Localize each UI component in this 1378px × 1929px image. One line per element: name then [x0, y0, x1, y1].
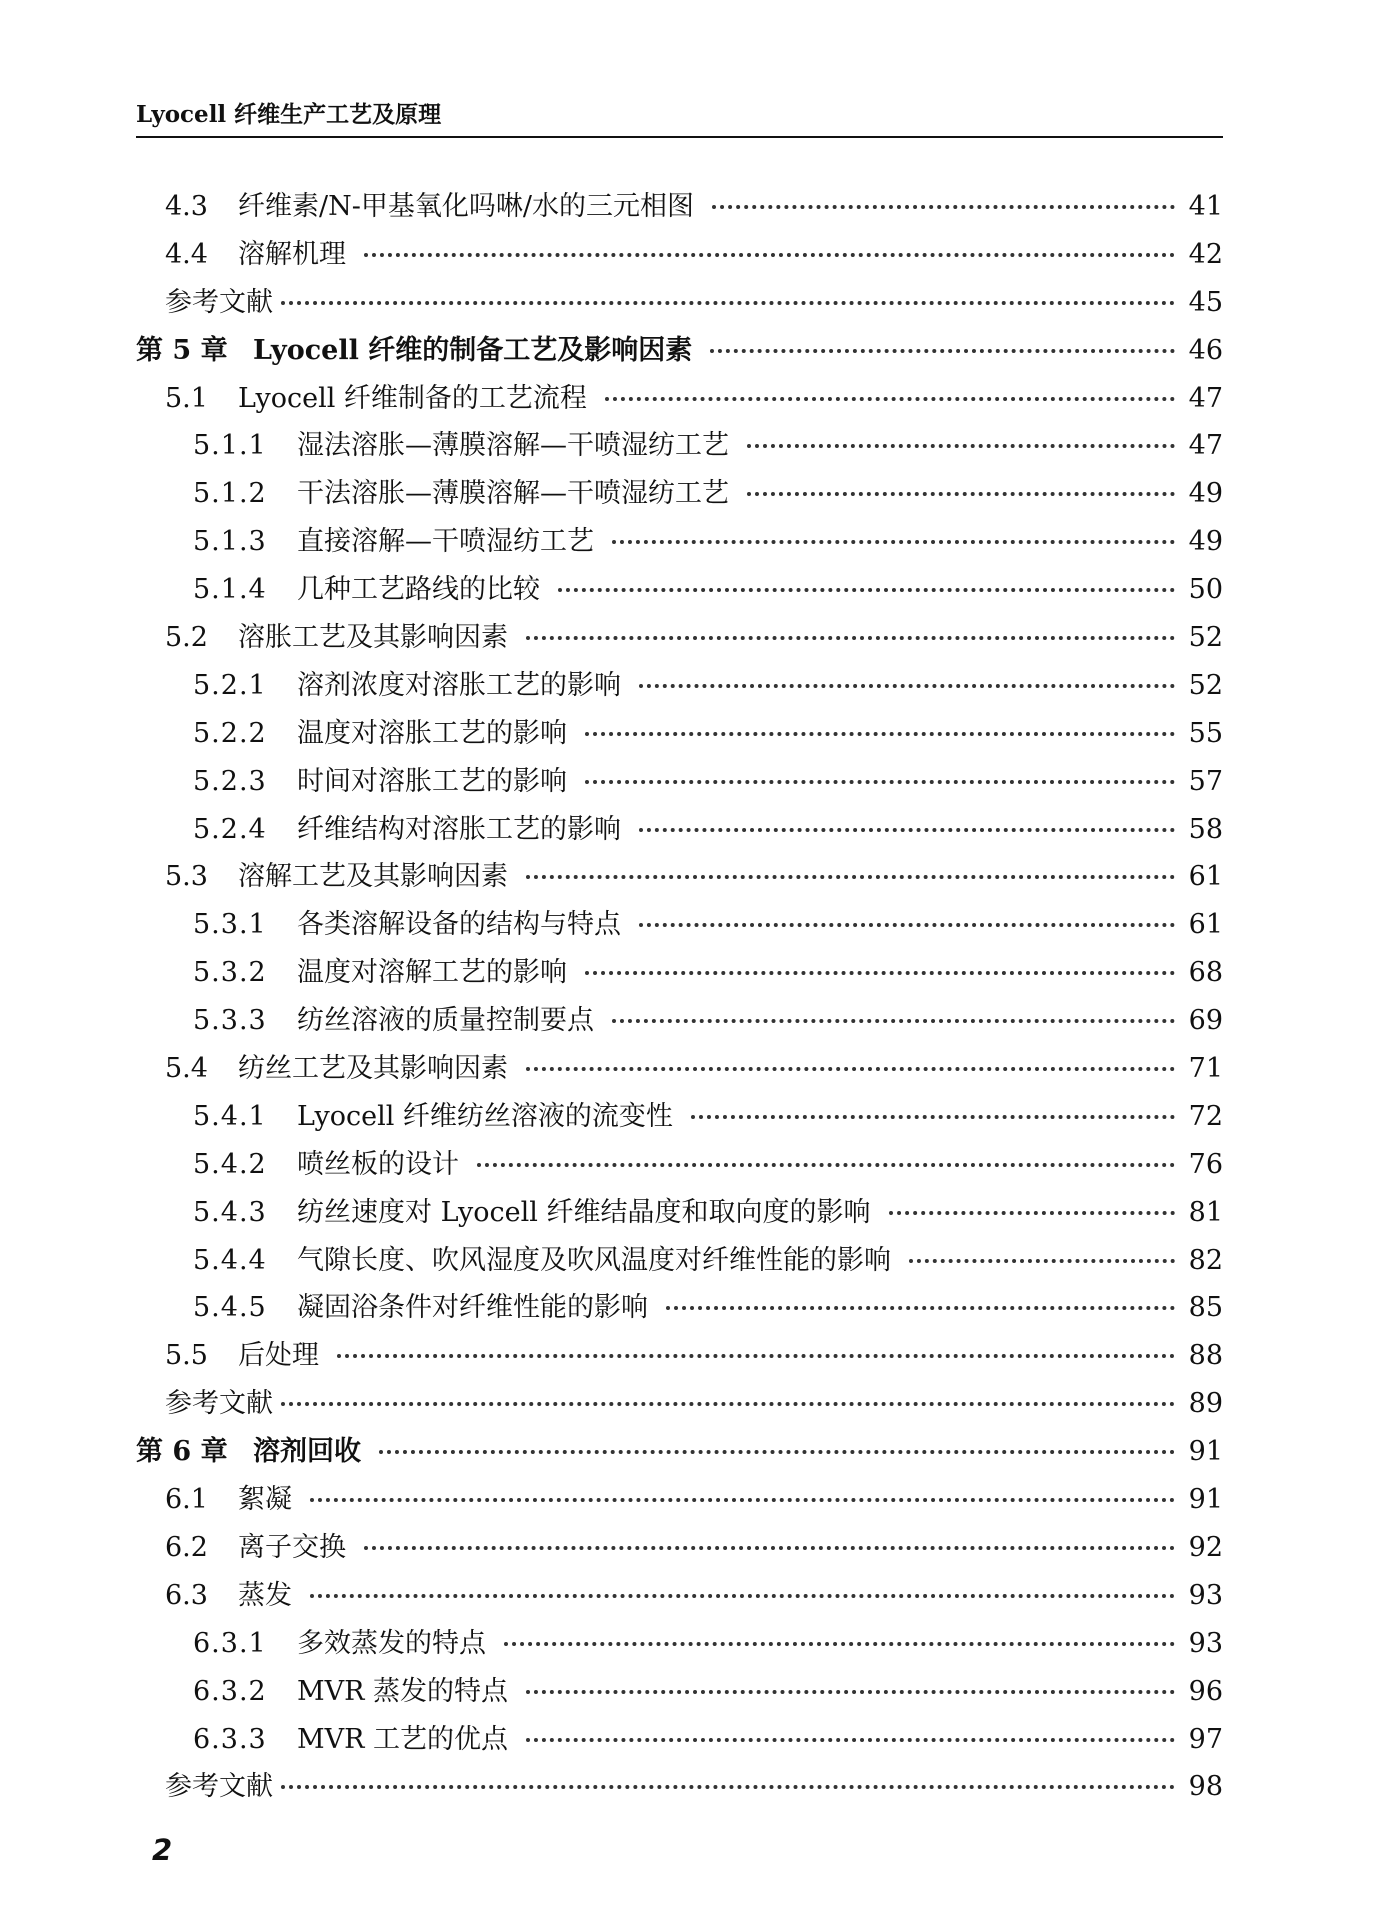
dot-leader: [379, 1450, 1175, 1454]
toc-section-entry[interactable]: [136, 1284, 1223, 1332]
toc-entry-number: 5.4.5: [193, 1292, 267, 1324]
dot-leader: [691, 1115, 1175, 1119]
running-title: Lyocell 纤维生产工艺及原理: [136, 101, 442, 128]
toc-entry-number: 5.3.2: [193, 957, 267, 989]
toc-entry-title: MVR 蒸发的特点: [297, 1675, 509, 1707]
toc-entry-number: 第 5 章: [136, 334, 228, 366]
toc-entry-page: 47: [1188, 430, 1223, 462]
toc-entry-page: 49: [1188, 478, 1223, 510]
toc-section-entry[interactable]: [136, 1045, 1223, 1093]
toc-section-entry[interactable]: [136, 518, 1223, 566]
toc-section-entry[interactable]: [136, 375, 1223, 423]
toc-entry-title: 直接溶解—干喷湿纺工艺: [297, 526, 594, 558]
toc-entry-title: 参考文献: [165, 286, 273, 318]
toc-section-entry[interactable]: [136, 710, 1223, 758]
toc-entry-title: Lyocell 纤维的制备工艺及影响因素: [253, 334, 693, 366]
toc-entry-title: 时间对溶胀工艺的影响: [297, 765, 567, 797]
dot-leader: [526, 1738, 1175, 1742]
toc-entry-page: 42: [1188, 238, 1223, 270]
toc-section-entry[interactable]: [136, 806, 1223, 854]
toc-entry-number: 4.3: [165, 191, 208, 222]
toc-section-entry[interactable]: [136, 997, 1223, 1045]
dot-leader: [526, 1690, 1175, 1694]
toc-entry-page: 61: [1188, 909, 1223, 941]
toc-entry-page: 93: [1188, 1627, 1223, 1659]
toc-section-entry[interactable]: [136, 566, 1223, 614]
toc-entry-page: 68: [1188, 957, 1223, 989]
dot-leader: [639, 923, 1175, 927]
toc-entry-number: 6.3: [165, 1579, 208, 1611]
toc-entry-title: 多效蒸发的特点: [297, 1627, 486, 1659]
dot-leader: [364, 253, 1175, 257]
toc-entry-title: 凝固浴条件对纤维性能的影响: [297, 1292, 648, 1324]
toc-entry-title: 纺丝速度对 Lyocell 纤维结晶度和取向度的影响: [297, 1196, 871, 1228]
toc-entry-number: 5.1.1: [193, 430, 267, 462]
dot-leader: [364, 1546, 1175, 1550]
dot-leader: [526, 875, 1175, 879]
toc-entry-page: 88: [1188, 1340, 1223, 1372]
toc-entry-page: 41: [1188, 191, 1223, 222]
toc-entry-title: 溶解机理: [238, 238, 346, 270]
toc-section-entry[interactable]: [136, 949, 1223, 997]
toc-entry-number: 5.1.3: [193, 526, 267, 558]
toc-entry-page: 72: [1188, 1100, 1223, 1132]
dot-leader: [612, 540, 1175, 544]
dot-leader: [639, 684, 1175, 688]
toc-section-entry[interactable]: [136, 1141, 1223, 1189]
toc-section-entry[interactable]: [136, 662, 1223, 710]
dot-leader: [605, 397, 1175, 401]
toc-entry-title: 参考文献: [165, 1771, 273, 1803]
toc-entry-page: 46: [1188, 334, 1223, 366]
toc-references-entry[interactable]: [136, 1380, 1223, 1428]
toc-entry-page: 85: [1188, 1292, 1223, 1324]
toc-entry-title: 纺丝溶液的质量控制要点: [297, 1005, 594, 1037]
toc-section-entry[interactable]: [136, 470, 1223, 518]
dot-leader: [281, 301, 1175, 305]
toc-entry-title: MVR 工艺的优点: [297, 1723, 509, 1755]
dot-leader: [747, 444, 1175, 448]
toc-entry-title: 纺丝工艺及其影响因素: [238, 1053, 508, 1085]
toc-entry-title: 温度对溶解工艺的影响: [297, 957, 567, 989]
toc-entry-page: 71: [1188, 1053, 1223, 1085]
dot-leader: [666, 1306, 1175, 1310]
toc-entry-number: 5.4.3: [193, 1196, 267, 1228]
toc-entry-number: 5.4.2: [193, 1148, 267, 1180]
toc-entry-page: 61: [1188, 861, 1223, 893]
toc-section-entry[interactable]: [136, 1237, 1223, 1285]
toc-entry-page: 45: [1188, 286, 1223, 318]
toc-entry-page: 57: [1188, 765, 1223, 797]
toc-entry-number: 5.2: [165, 622, 208, 654]
toc-entry-page: 91: [1188, 1484, 1223, 1516]
toc-section-entry[interactable]: [136, 422, 1223, 470]
toc-entry-number: 5.5: [165, 1340, 208, 1372]
toc-references-entry[interactable]: [136, 1763, 1223, 1811]
toc-entry-title: 离子交换: [238, 1531, 346, 1563]
toc-entry-number: 6.3.3: [193, 1723, 267, 1755]
dot-leader: [281, 1402, 1175, 1406]
toc-entry-page: 76: [1188, 1148, 1223, 1180]
toc-entry-number: 6.3.1: [193, 1627, 267, 1659]
dot-leader: [477, 1163, 1175, 1167]
dot-leader: [585, 780, 1175, 784]
dot-leader: [585, 732, 1175, 736]
toc-entry-page: 93: [1188, 1579, 1223, 1611]
toc-entry-number: 5.3.3: [193, 1005, 267, 1037]
toc-entry-title: Lyocell 纤维制备的工艺流程: [238, 382, 587, 414]
toc-entry-number: 5.1: [165, 382, 208, 414]
dot-leader: [281, 1785, 1175, 1789]
toc-chapter-entry[interactable]: [136, 327, 1223, 375]
toc-entry-page: 47: [1188, 382, 1223, 414]
toc-entry-number: 6.3.2: [193, 1675, 267, 1707]
toc-section-entry[interactable]: [136, 758, 1223, 806]
dot-leader: [585, 971, 1175, 975]
toc-entry-page: 91: [1188, 1436, 1223, 1468]
dot-leader: [747, 492, 1175, 496]
toc-entry-page: 89: [1188, 1388, 1223, 1420]
running-header: [136, 92, 1223, 138]
toc-section-entry[interactable]: [136, 614, 1223, 662]
toc-entry-title: 纤维结构对溶胀工艺的影响: [297, 813, 621, 845]
toc-entry-number: 5.1.4: [193, 574, 267, 606]
toc-entry-title: 溶胀工艺及其影响因素: [238, 622, 508, 654]
toc-entry-title: 各类溶解设备的结构与特点: [297, 909, 621, 941]
toc-section-entry[interactable]: [136, 1572, 1223, 1620]
toc-entry-title: 温度对溶胀工艺的影响: [297, 717, 567, 749]
toc-section-entry[interactable]: [136, 1620, 1223, 1668]
toc-entry-title: 溶解工艺及其影响因素: [238, 861, 508, 893]
toc-entry-number: 4.4: [165, 238, 208, 270]
toc-entry-page: 69: [1188, 1005, 1223, 1037]
toc-references-entry[interactable]: [136, 279, 1223, 327]
toc-entry-number: 5.3.1: [193, 909, 267, 941]
toc-chapter-entry[interactable]: [136, 1428, 1223, 1476]
toc-entry-number: 5.4.4: [193, 1244, 267, 1276]
table-of-contents: [136, 183, 1223, 1811]
toc-entry-page: 58: [1188, 813, 1223, 845]
dot-leader: [337, 1354, 1175, 1358]
dot-leader: [710, 349, 1174, 353]
toc-entry-title: 溶剂回收: [253, 1436, 361, 1468]
toc-entry-number: 6.2: [165, 1531, 208, 1563]
toc-entry-page: 82: [1188, 1244, 1223, 1276]
toc-section-entry[interactable]: [136, 1716, 1223, 1764]
dot-leader: [310, 1594, 1175, 1598]
toc-entry-number: 6.1: [165, 1484, 208, 1516]
toc-entry-number: 5.1.2: [193, 478, 267, 510]
toc-entry-title: 溶剂浓度对溶胀工艺的影响: [297, 669, 621, 701]
toc-entry-page: 96: [1188, 1675, 1223, 1707]
toc-entry-title: 絮凝: [238, 1484, 292, 1516]
toc-entry-title: 湿法溶胀—薄膜溶解—干喷湿纺工艺: [297, 430, 729, 462]
toc-entry-title: 纤维素/N-甲基氧化吗啉/水的三元相图: [238, 191, 694, 222]
toc-section-entry[interactable]: [136, 183, 1223, 231]
toc-entry-number: 第 6 章: [136, 1436, 228, 1468]
toc-entry-page: 97: [1188, 1723, 1223, 1755]
dot-leader: [310, 1498, 1175, 1502]
dot-leader: [612, 1019, 1175, 1023]
folio-page-number: 2: [152, 1833, 173, 1867]
toc-entry-page: 49: [1188, 526, 1223, 558]
toc-section-entry[interactable]: [136, 901, 1223, 949]
dot-leader: [712, 205, 1175, 209]
toc-entry-title: 喷丝板的设计: [297, 1148, 459, 1180]
toc-entry-page: 92: [1188, 1531, 1223, 1563]
toc-section-entry[interactable]: [136, 231, 1223, 279]
dot-leader: [558, 588, 1175, 592]
toc-entry-title: 蒸发: [238, 1579, 292, 1611]
toc-section-entry[interactable]: [136, 853, 1223, 901]
toc-entry-page: 50: [1188, 574, 1223, 606]
toc-entry-number: 5.4: [165, 1053, 208, 1085]
toc-entry-title: 气隙长度、吹风湿度及吹风温度对纤维性能的影响: [297, 1244, 891, 1276]
dot-leader: [889, 1211, 1175, 1215]
toc-entry-page: 81: [1188, 1196, 1223, 1228]
toc-entry-title: 参考文献: [165, 1388, 273, 1420]
toc-section-entry[interactable]: [136, 1668, 1223, 1716]
dot-leader: [526, 636, 1175, 640]
toc-entry-page: 98: [1188, 1771, 1223, 1803]
toc-entry-page: 52: [1188, 669, 1223, 701]
dot-leader: [526, 1067, 1175, 1071]
toc-entry-page: 55: [1188, 717, 1223, 749]
toc-entry-number: 5.2.3: [193, 765, 267, 797]
dot-leader: [909, 1259, 1175, 1263]
toc-section-entry[interactable]: [136, 1524, 1223, 1572]
dot-leader: [639, 828, 1175, 832]
toc-section-entry[interactable]: [136, 1189, 1223, 1237]
toc-section-entry[interactable]: [136, 1093, 1223, 1141]
toc-section-entry[interactable]: [136, 1476, 1223, 1524]
toc-entry-number: 5.4.1: [193, 1100, 267, 1132]
dot-leader: [504, 1642, 1175, 1646]
toc-entry-title: 几种工艺路线的比较: [297, 574, 540, 606]
toc-entry-title: 后处理: [238, 1340, 319, 1372]
toc-entry-title: 干法溶胀—薄膜溶解—干喷湿纺工艺: [297, 478, 729, 510]
toc-entry-number: 5.2.1: [193, 669, 267, 701]
toc-entry-title: Lyocell 纤维纺丝溶液的流变性: [297, 1100, 673, 1132]
toc-entry-page: 52: [1188, 622, 1223, 654]
toc-entry-number: 5.2.2: [193, 717, 267, 749]
toc-entry-number: 5.2.4: [193, 813, 267, 845]
toc-entry-number: 5.3: [165, 861, 208, 893]
toc-section-entry[interactable]: [136, 1332, 1223, 1380]
